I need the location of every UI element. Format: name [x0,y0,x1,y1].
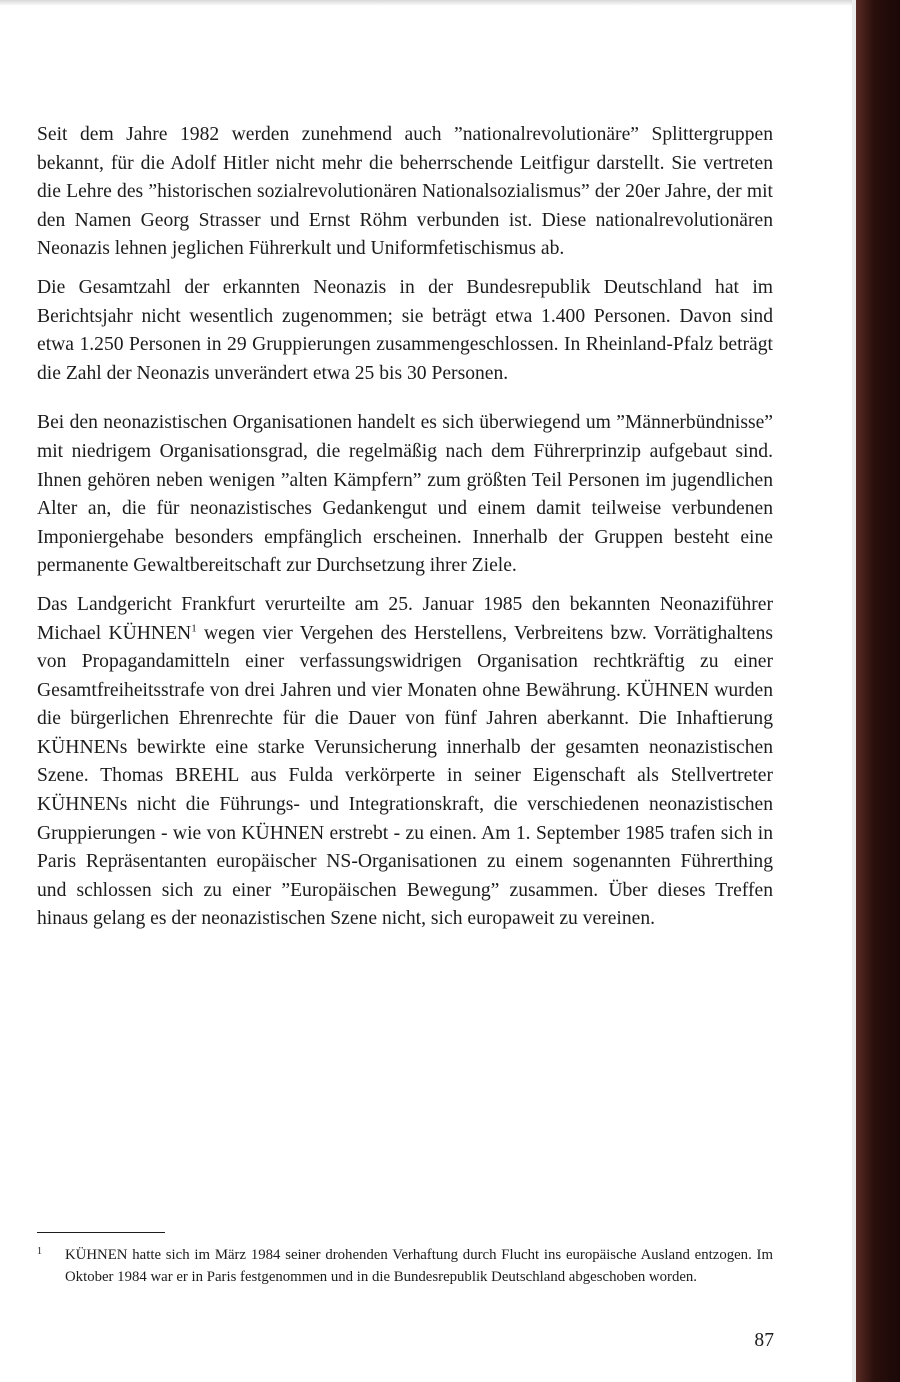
footnote-divider [37,1232,165,1233]
paragraph-landgericht-part1: Das Landgericht Frankfurt verurteilte am 25. Januar 1985 den bekannten Neonaziführer Michael KÜHNEN [37,593,773,644]
footnote [37,1244,773,1288]
footnote-number: 1 [37,1246,42,1257]
main-text [37,121,773,944]
paragraph-organisationen: Bei den neonazistischen Organisationen handelt es sich überwiegend um ”Männerbündnisse” mit niedrigem Organisationsgrad, die regelmäßig nach dem Führerprinzip aufgebaut sind. Ihnen gehören neben wenigen ”alten Kämpfern” zum größten Teil Personen im jugendlichen Alter an, die für neonazistisches Gedankengut und einem damit teilweise verbundenen Imponiergehabe besonders empfänglich erscheinen. Innerhalb der Gruppen besteht eine permanente Gewaltbereitschaft zur Durchsetzung ihrer Ziele. [37,412,773,577]
scan-top-edge [0,0,900,6]
page-number: 87 [754,1330,774,1351]
footnote-text: KÜHNEN hatte sich im März 1984 seiner drohenden Verhaftung durch Flucht ins europäische Ausland entzogen. Im Oktober 1984 war er in Paris festgenommen und in die Bundesrepublik Deutschland abgeschoben worden. [65,1247,773,1285]
paragraph-landgericht [37,591,773,934]
paragraph-gesamtzahl: Die Gesamtzahl der erkannten Neonazis in der Bundesrepublik Deutschland hat im Berichtsjahr nicht wesentlich zugenommen; sie beträgt etwa 1.400 Personen. Davon sind etwa 1.250 Personen in 29 Gruppierungen zusammengeschlossen. In Rheinland-Pfalz beträgt die Zahl der Neonazis unverändert etwa 25 bis 30 Personen. [37,276,773,384]
paragraph-nationalrevolutionaere: Seit dem Jahre 1982 werden zunehmend auch ”nationalrevolutionäre” Splittergruppen bekannt, für die Adolf Hitler nicht mehr die beherrschende Leitfigur darstellt. Sie vertreten die Lehre des ”historischen sozialrevolutionären Nationalsozialismus” der 20er Jahre, der mit den Namen Georg Strasser und Ernst Röhm verbunden ist. Diese nationalrevolutionären Neonazis lehnen jeglichen Führerkult und Uniformfetischismus ab. [37,124,773,260]
paragraph-landgericht-part2: wegen vier Vergehen des Herstellens, Verbreitens bzw. Vorrätighaltens von Propagandamitteln einer verfassungswidrigen Organisation rechtkräftig zu einer Gesamtfreiheitsstrafe von drei Jahren und vier Monaten ohne Bewährung. KÜHNEN wurden die bürgerlichen Ehrenrechte für die Dauer von fünf Jahren aberkannt. Die Inhaftierung KÜHNENs bewirkte eine starke Verunsicherung innerhalb der gesamten neonazistischen Szene. Thomas BREHL aus Fulda verkörperte in seiner Eigenschaft als Stellvertreter KÜHNENs nicht die Führungs- und Integrationskraft, die verschiedenen neonazistischen Gruppierungen - wie von KÜHNEN erstrebt - zu einen. Am 1. September 1985 trafen sich in Paris Repräsentanten europäischer NS-Organisationen zu einem sogenannten Führerthing und schlossen sich zu einer ”Europäischen Bewegung” zusammen. Über dieses Treffen hinaus gelang es der neonazistischen Szene nicht, sich europaweit zu vereinen. [37,622,773,930]
book-binding-edge [856,0,900,1382]
footnote-reference[interactable]: 1 [191,621,197,634]
